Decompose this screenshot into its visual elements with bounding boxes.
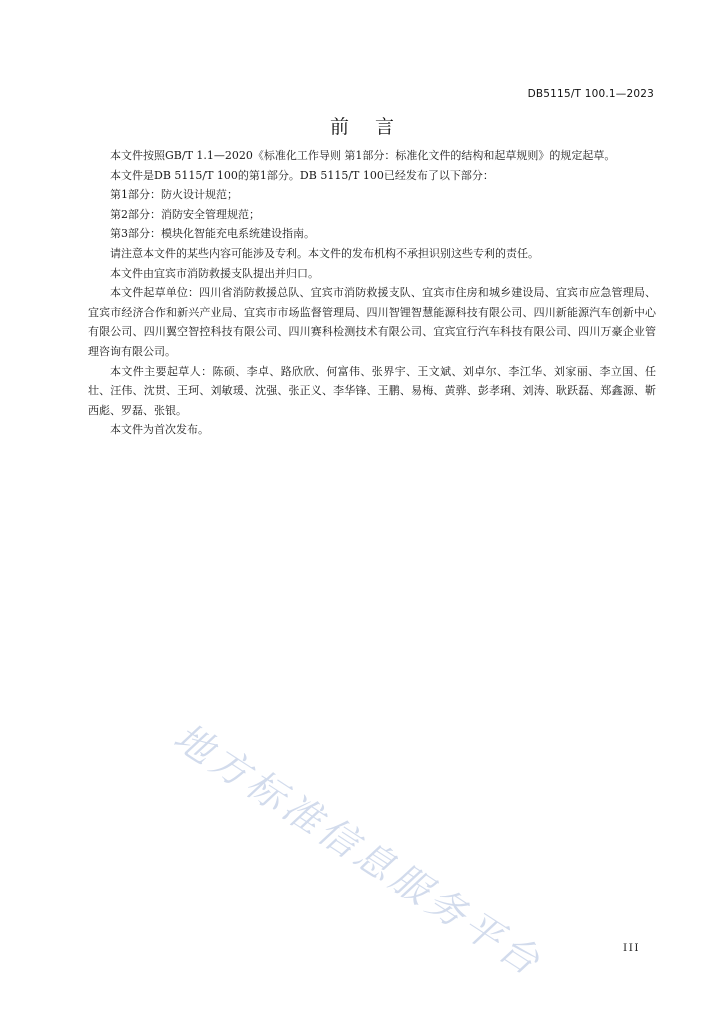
paragraph: 请注意本文件的某些内容可能涉及专利。本文件的发布机构不承担识别这些专利的责任。 bbox=[110, 246, 539, 260]
page-number: III bbox=[623, 942, 640, 954]
paragraph: 本文件是DB 5115/T 100的第1部分。DB 5115/T 100已经发布了以下部分： bbox=[110, 168, 494, 182]
paragraph: 第2部分：消防安全管理规范； bbox=[110, 207, 260, 221]
page-title: 前言 bbox=[329, 116, 420, 138]
paragraph: 本文件为首次发布。 bbox=[110, 423, 209, 437]
document-body bbox=[88, 146, 656, 440]
paragraph: 本文件按照GB/T 1.1—2020《标准化工作导则 第1部分：标准化文件的结构和起草规则》的规定起草。 bbox=[110, 149, 616, 162]
paragraph: 本文件起草单位：四川省消防救援总队、宜宾市消防救援支队、宜宾市住房和城乡建设局、宜宾市应急管理局、宜宾市经济合作和新兴产业局、宜宾市市场监督管理局、四川智锂智慧能源科技有限公司、四川新能源汽车创新中心有限公司、四川翼空智控科技有限公司、四川赛科检测技术有限公司、宜宾宜行汽车科技有限公司、四川万豪企业管理咨询有限公司。 bbox=[88, 286, 656, 358]
paragraph: 第3部分：模块化智能充电系统建设指南。 bbox=[110, 227, 315, 241]
paragraph: 本文件由宜宾市消防救援支队提出并归口。 bbox=[110, 266, 319, 280]
document-code: DB5115/T 100.1—2023 bbox=[527, 88, 654, 100]
paragraph: 第1部分：防火设计规范； bbox=[110, 188, 238, 202]
watermark: 地方标准信息服务平台 bbox=[166, 714, 551, 986]
paragraph: 本文件主要起草人：陈硕、李卓、路欣欣、何富伟、张界宇、王文斌、刘卓尔、李江华、刘家丽、李立国、任壮、汪伟、沈贯、王珂、刘敏瑗、沈强、张正义、李华锋、王鹏、易梅、黄骅、彭孝琍、刘涛、耿跃磊、郑鑫源、靳西彪、罗磊、张银。 bbox=[88, 364, 656, 417]
